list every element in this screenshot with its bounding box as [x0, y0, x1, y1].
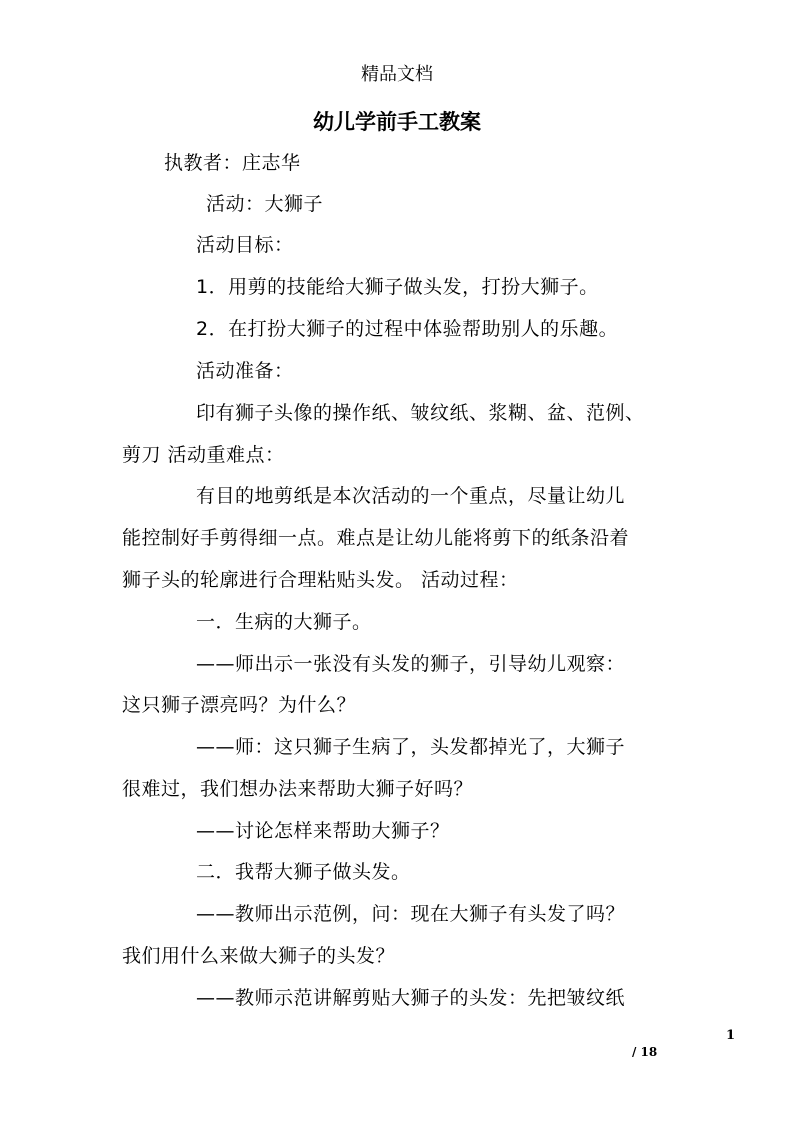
process-text-8: ——教师示范讲解剪贴大狮子的头发：先把皱纹纸: [196, 987, 626, 1009]
preparation-heading: 活动准备：: [196, 360, 294, 382]
preparation-text-2: 剪刀 活动重难点：: [122, 444, 285, 466]
key-points-text-1: 有目的地剪纸是本次活动的一个重点，尽量让幼儿: [196, 485, 626, 507]
process-text-1: ——师出示一张没有头发的狮子，引导幼儿观察：: [196, 653, 626, 675]
process-step-2-heading: 二．我帮大狮子做头发。: [196, 861, 411, 883]
process-text-2: 这只狮子漂亮吗？为什么？: [122, 694, 357, 716]
document-title: 幼儿学前手工教案: [313, 109, 481, 134]
key-points-text-3: 狮子头的轮廓进行合理粘贴头发。 活动过程：: [122, 569, 519, 591]
objective-1: 1．用剪的技能给大狮子做头发，打扮大狮子。: [196, 276, 599, 298]
preparation-text-1: 印有狮子头像的操作纸、皱纹纸、浆糊、盆、范例、: [196, 402, 645, 424]
objectives-heading: 活动目标：: [196, 234, 294, 256]
page-total: / 18: [632, 1045, 658, 1059]
process-text-4: 很难过，我们想办法来帮助大狮子好吗？: [122, 778, 474, 800]
page-number: 1: [726, 1028, 736, 1043]
author-line: 执教者：庄志华: [164, 152, 301, 174]
process-text-5: ——讨论怎样来帮助大狮子？: [196, 820, 450, 842]
process-text-7: 我们用什么来做大狮子的头发？: [122, 945, 396, 967]
process-text-3: ——师：这只狮子生病了，头发都掉光了，大狮子: [196, 736, 626, 758]
key-points-text-2: 能控制好手剪得细一点。难点是让幼儿能将剪下的纸条沿着: [122, 527, 630, 549]
activity-line: 活动：大狮子: [206, 193, 324, 215]
page-header: 精品文档: [361, 64, 433, 85]
objective-2: 2．在打扮大狮子的过程中体验帮助别人的乐趣。: [196, 318, 619, 340]
process-text-6: ——教师出示范例，问：现在大狮子有头发了吗？: [196, 903, 626, 925]
process-step-1-heading: 一．生病的大狮子。: [196, 611, 372, 633]
